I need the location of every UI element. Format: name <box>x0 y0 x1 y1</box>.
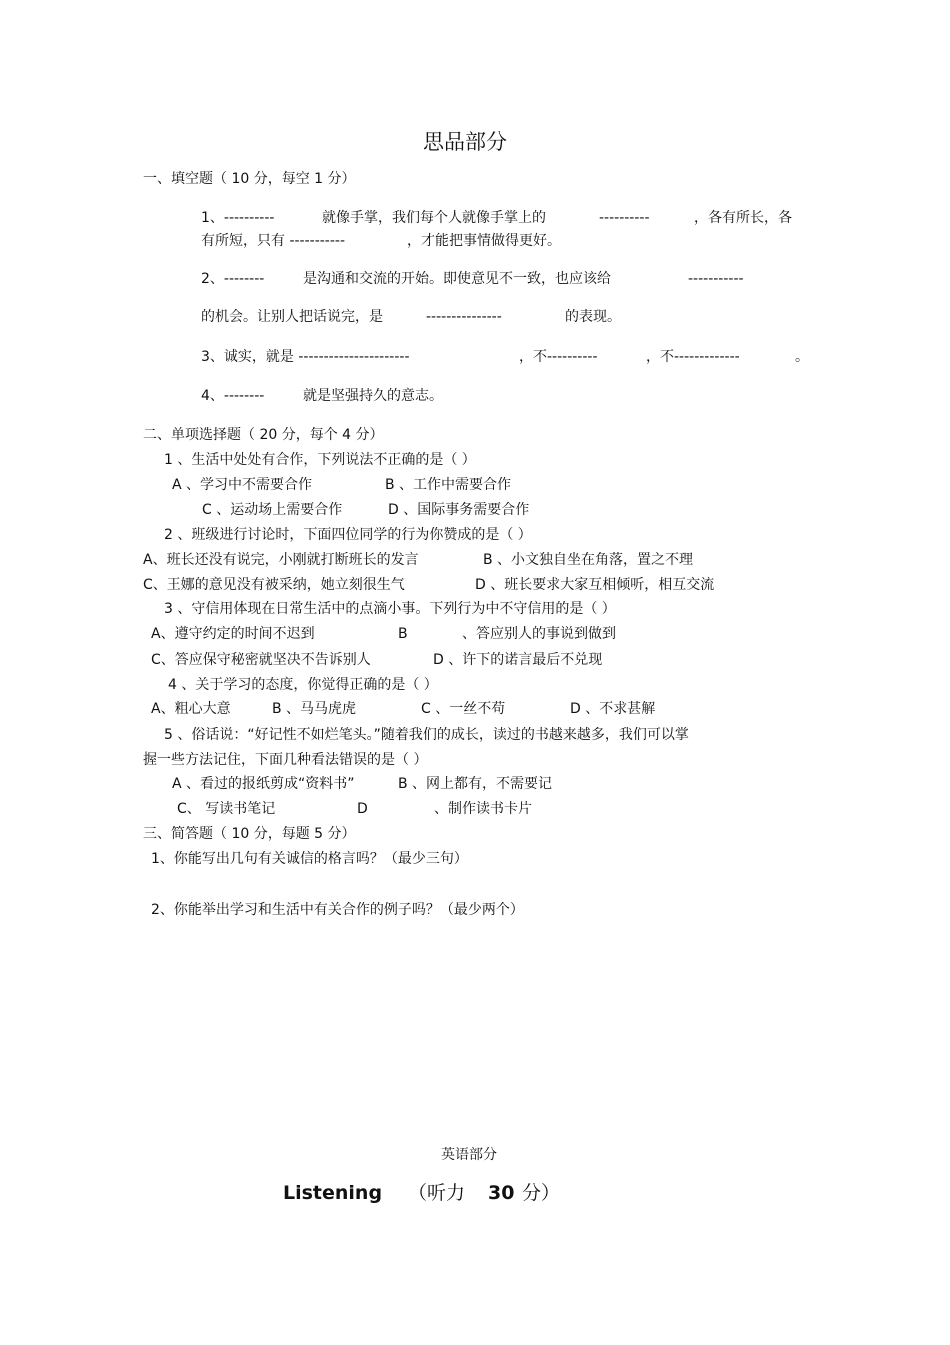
q4-blank-1: 4、-------- <box>201 388 265 404</box>
listening-score: 30 <box>488 1182 515 1204</box>
q2-text-3: 的表现。 <box>565 309 621 325</box>
q1-text-1: 就像手掌，我们每个人就像手掌上的 <box>322 210 546 226</box>
mc-q3-option-d: D 、许下的诺言最后不兑现 <box>433 652 603 668</box>
q3-text-1: 3、诚实，就是 ---------------------- <box>201 349 410 365</box>
mc-q4-option-c: C 、一丝不苟 <box>421 701 506 717</box>
q3-text-4: 。 <box>795 349 809 365</box>
mc-q1-option-d: D 、国际事务需要合作 <box>388 502 530 518</box>
mc-q4: 4 、关于学习的态度，你觉得正确的是（ ） <box>168 677 438 693</box>
mc-q1-option-b: B 、工作中需要合作 <box>385 477 512 493</box>
mc-q1: 1 、生活中处处有合作，下列说法不正确的是（ ） <box>164 452 476 468</box>
q3-text-2: ，不---------- <box>519 349 598 365</box>
mc-q1-option-c: C 、运动场上需要合作 <box>202 502 343 518</box>
q2-blank-2: ----------- <box>688 271 744 287</box>
mc-q2: 2 、班级进行讨论时，下面四位同学的行为你赞成的是（ ） <box>164 527 532 543</box>
mc-q5-option-d-letter: D <box>357 801 368 817</box>
mc-q5: 5 、俗话说：“好记性不如烂笔头。”随着我们的成长，读过的书越来越多，我们可以掌 <box>164 727 689 743</box>
mc-q2-option-b: B 、小文独自坐在角落，置之不理 <box>483 552 694 568</box>
mc-q5-option-d-text: 、制作读书卡片 <box>434 801 532 817</box>
mc-q3-option-c: C、答应保守秘密就坚决不告诉别人 <box>151 652 371 668</box>
q1-blank-2: ---------- <box>599 210 650 226</box>
q1-text-3: 有所短，只有 ----------- <box>201 233 346 249</box>
mc-q3-option-a: A、遵守约定的时间不迟到 <box>151 626 315 642</box>
q2-blank-1: 2、-------- <box>201 271 265 287</box>
mc-q2-option-a: A、班长还没有说完，小刚就打断班长的发言 <box>143 552 419 568</box>
english-section-heading: 英语部分 <box>441 1147 497 1163</box>
q2-blank-3: --------------- <box>426 309 502 325</box>
mc-q5-continued: 握一些方法记住，下面几种看法错误的是（ ） <box>143 752 428 768</box>
q4-text-1: 就是坚强持久的意志。 <box>303 388 443 404</box>
mc-q3-option-b-text: 、答应别人的事说到做到 <box>462 626 616 642</box>
mc-q1-option-a: A 、学习中不需要合作 <box>172 477 313 493</box>
mc-q2-option-c: C、王娜的意见没有被采纳，她立刻很生气 <box>143 577 405 593</box>
mc-q4-option-b: B 、马马虎虎 <box>272 701 357 717</box>
short-answer-q2: 2、你能举出学习和生活中有关合作的例子吗？（最少两个） <box>151 902 524 918</box>
q1-blank-1: 1、---------- <box>201 210 275 226</box>
mc-q4-option-a: A、粗心大意 <box>151 701 231 717</box>
mc-q2-option-d: D 、班长要求大家互相倾听，相互交流 <box>475 577 715 593</box>
short-answer-q1: 1、你能写出几句有关诚信的格言吗？（最少三句） <box>151 851 468 867</box>
section-3-heading: 三、简答题（ 10 分，每题 5 分） <box>143 826 356 842</box>
q1-text-4: ，才能把事情做得更好。 <box>407 233 561 249</box>
section-1-heading: 一、填空题（ 10 分，每空 1 分） <box>143 171 356 187</box>
q3-text-3: ，不------------- <box>646 349 740 365</box>
listening-paren-open: （听力 <box>408 1182 466 1204</box>
q2-text-2: 的机会。让别人把话说完，是 <box>201 309 383 325</box>
q2-text-1: 是沟通和交流的开始。即使意见不一致，也应该给 <box>303 271 611 287</box>
mc-q5-option-c: C、 写读书笔记 <box>177 801 276 817</box>
section-2-heading: 二、单项选择题（ 20 分，每个 4 分） <box>143 427 384 443</box>
listening-paren-close: 分） <box>522 1182 561 1204</box>
mc-q3-option-b-letter: B <box>398 626 408 642</box>
q1-text-2: ，各有所长，各 <box>694 210 792 226</box>
mc-q4-option-d: D 、不求甚解 <box>570 701 656 717</box>
mc-q3: 3 、守信用体现在日常生活中的点滴小事。下列行为中不守信用的是（ ） <box>164 601 616 617</box>
mc-q5-option-b: B 、网上都有，不需要记 <box>398 776 553 792</box>
page-title: 思品部分 <box>423 130 507 154</box>
mc-q5-option-a: A 、看过的报纸剪成“资料书” <box>172 776 355 792</box>
listening-title: Listening <box>283 1182 383 1204</box>
